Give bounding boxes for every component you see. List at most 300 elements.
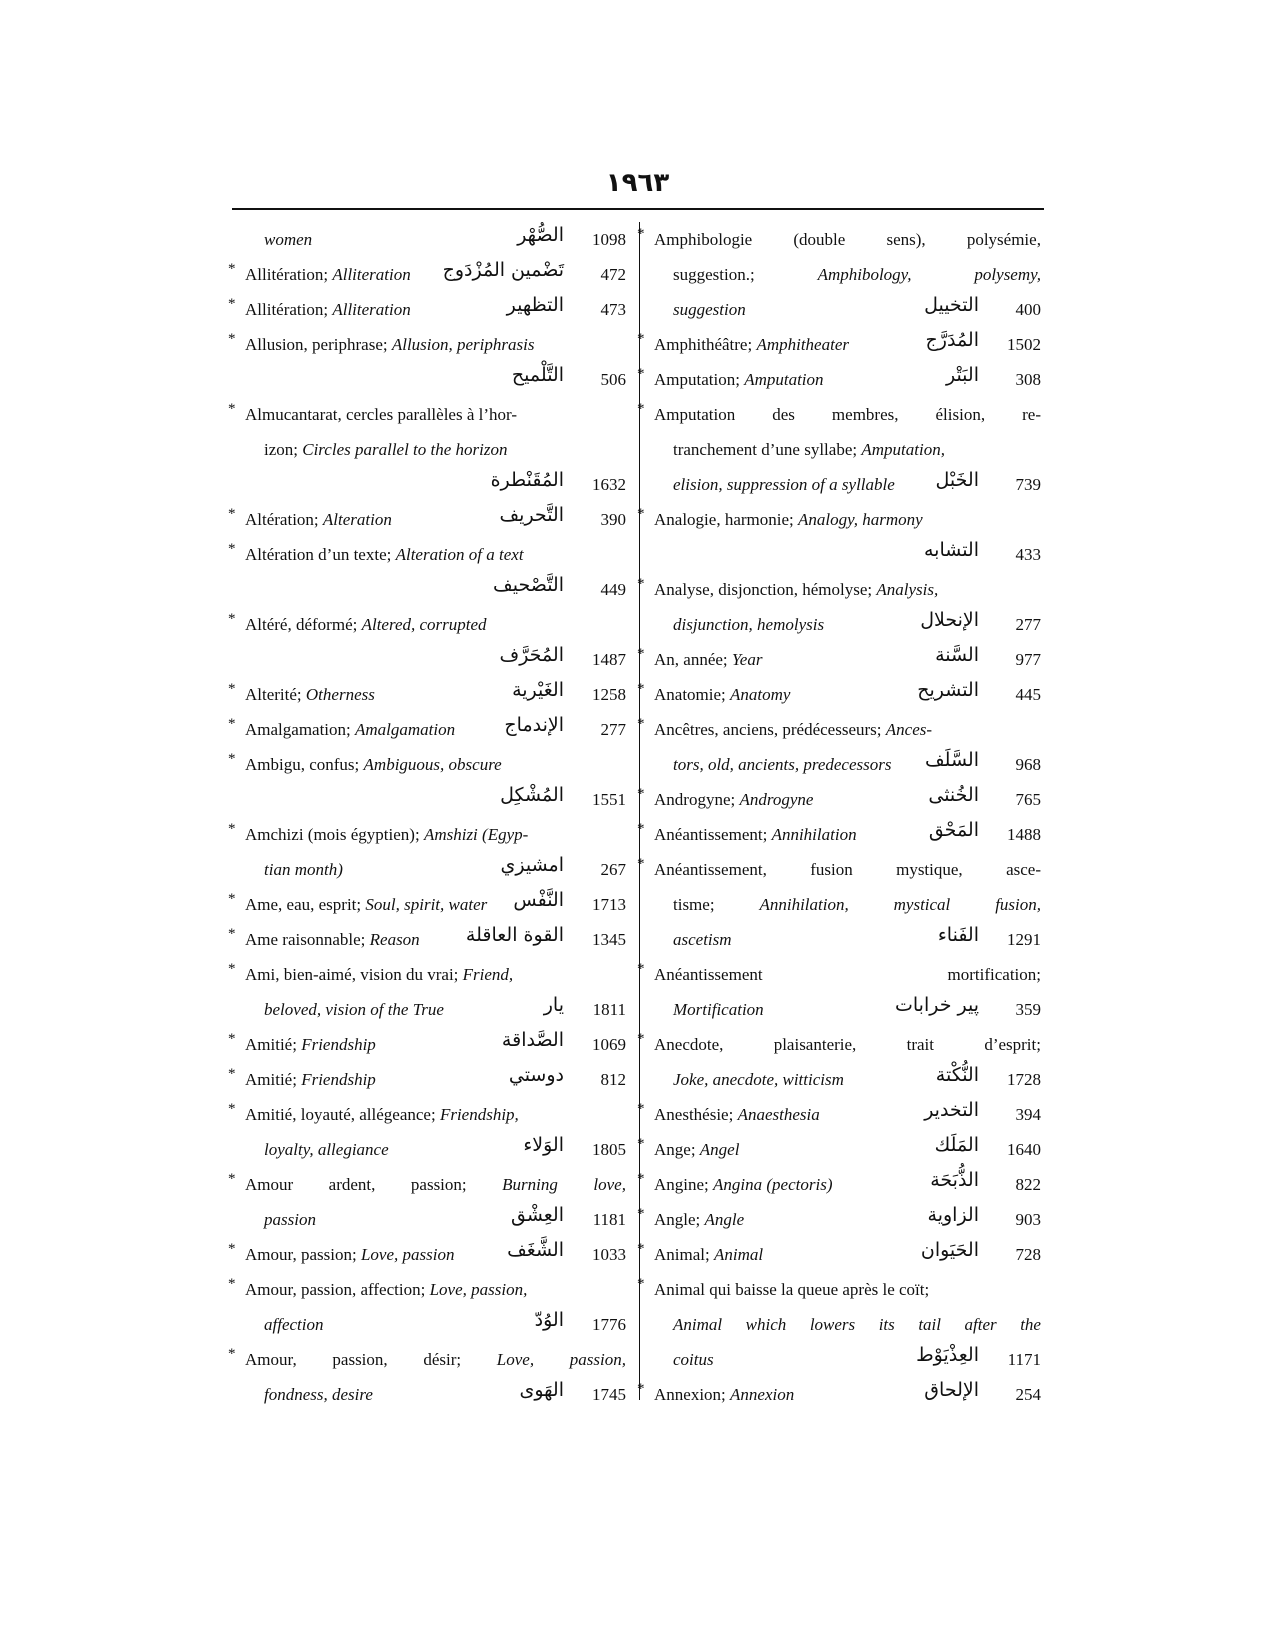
entry-number: 1098 bbox=[592, 230, 626, 249]
french-english-text bbox=[654, 335, 849, 355]
justified-text bbox=[245, 1350, 626, 1370]
entry-number: 445 bbox=[1015, 685, 1041, 704]
arabic-term: التشريح bbox=[917, 679, 979, 701]
french-english-text bbox=[245, 965, 513, 985]
arabic-term: التظهير bbox=[506, 294, 564, 316]
entry-asterisk: * bbox=[228, 1101, 236, 1117]
entry-number: 473 bbox=[600, 300, 626, 319]
entry-asterisk: * bbox=[637, 506, 645, 522]
entry-number: 765 bbox=[1015, 790, 1041, 809]
entry-number: 1069 bbox=[592, 1035, 626, 1054]
entry-number: 449 bbox=[600, 580, 626, 599]
arabic-term: الإنحلال bbox=[920, 609, 979, 631]
entry-line bbox=[637, 504, 1043, 539]
entry-line bbox=[228, 959, 628, 994]
entry-number: 1728 bbox=[1007, 1070, 1041, 1089]
arabic-term: الحَيَوان bbox=[920, 1239, 979, 1261]
english-term: Alliteration bbox=[332, 265, 411, 284]
entry-line bbox=[637, 889, 1043, 924]
entry-line bbox=[637, 539, 1043, 574]
entry-number: 433 bbox=[1015, 545, 1041, 564]
french-term: Alterité; bbox=[245, 685, 306, 704]
english-term: Friendship, bbox=[439, 1105, 519, 1124]
entry-number: 812 bbox=[600, 1070, 626, 1089]
text-word: polysémie, bbox=[966, 230, 1041, 249]
entry-line bbox=[637, 819, 1043, 854]
french-english-text bbox=[654, 650, 762, 670]
arabic-term: تَضْمين المُزْدَوج bbox=[442, 259, 564, 281]
french-term: Amitié, loyauté, allégeance; bbox=[245, 1105, 440, 1124]
entry-number: 394 bbox=[1015, 1105, 1041, 1124]
entry-number: 822 bbox=[1015, 1175, 1041, 1194]
english-term: Angel bbox=[699, 1140, 740, 1159]
french-english-text bbox=[264, 230, 312, 250]
arabic-term: السَّنة bbox=[935, 644, 979, 666]
french-english-text bbox=[654, 1280, 929, 1300]
english-term: Annexion bbox=[730, 1385, 795, 1404]
french-term: Annexion; bbox=[654, 1385, 731, 1404]
french-english-text bbox=[245, 335, 534, 355]
french-english-text bbox=[245, 755, 502, 775]
entry-line bbox=[228, 294, 628, 329]
french-term: Allusion, periphrase; bbox=[245, 335, 392, 354]
french-term: Allitération; bbox=[245, 300, 333, 319]
english-term: Ambiguous, obscure bbox=[363, 755, 502, 774]
french-english-text bbox=[654, 825, 857, 845]
arabic-term: الإندماج bbox=[504, 714, 564, 736]
entry-line bbox=[228, 994, 628, 1029]
text-word: trait bbox=[906, 1035, 935, 1054]
text-word: polysemy, bbox=[974, 265, 1041, 284]
french-term: Ame raisonnable; bbox=[245, 930, 370, 949]
entry-number: 1811 bbox=[592, 1000, 626, 1019]
entry-line bbox=[228, 1099, 628, 1134]
french-term: Amchizi (mois égyptien); bbox=[245, 825, 424, 844]
arabic-term: الفَناء bbox=[937, 924, 979, 946]
english-term: tian month) bbox=[264, 860, 343, 879]
entry-line bbox=[637, 854, 1043, 889]
entry-asterisk: * bbox=[637, 1171, 645, 1187]
french-english-text bbox=[673, 300, 746, 320]
entry-number: 400 bbox=[1015, 300, 1041, 319]
french-english-text bbox=[654, 685, 790, 705]
french-english-text bbox=[264, 440, 508, 460]
arabic-term: المُحَرَّف bbox=[499, 644, 564, 666]
entry-line bbox=[228, 1169, 628, 1204]
english-term: Analysis, bbox=[876, 580, 939, 599]
french-english-text bbox=[245, 825, 528, 845]
text-word: passion, bbox=[569, 1350, 626, 1369]
entry-number: 1632 bbox=[592, 475, 626, 494]
entry-line bbox=[637, 959, 1043, 994]
english-term: fondness, desire bbox=[264, 1385, 373, 1404]
english-term: Mortification bbox=[673, 1000, 764, 1019]
french-english-text bbox=[654, 1175, 832, 1195]
text-word: tail bbox=[918, 1315, 941, 1334]
text-word: lowers bbox=[809, 1315, 856, 1334]
entry-line bbox=[637, 609, 1043, 644]
entry-number: 308 bbox=[1015, 370, 1041, 389]
arabic-term: الصُّهْر bbox=[517, 224, 564, 246]
english-term: Anaesthesia bbox=[737, 1105, 820, 1124]
entry-line bbox=[228, 539, 628, 574]
entry-number: 359 bbox=[1015, 1000, 1041, 1019]
entry-line bbox=[637, 1134, 1043, 1169]
entry-line bbox=[228, 1379, 628, 1414]
text-word: (double bbox=[793, 230, 846, 249]
french-term: Ami, bien-aimé, vision du vrai; bbox=[245, 965, 463, 984]
entry-number: 1291 bbox=[1007, 930, 1041, 949]
arabic-term: الذُّبَحَة bbox=[930, 1169, 979, 1191]
entry-line bbox=[637, 1309, 1043, 1344]
text-word: fusion, bbox=[995, 895, 1041, 914]
entry-asterisk: * bbox=[228, 1031, 236, 1047]
entry-asterisk: * bbox=[637, 366, 645, 382]
justified-text bbox=[654, 965, 1041, 985]
entry-line bbox=[228, 679, 628, 714]
arabic-term: امشيزي bbox=[500, 854, 564, 876]
entry-line bbox=[637, 399, 1043, 434]
entry-asterisk: * bbox=[637, 786, 645, 802]
entry-number: 977 bbox=[1015, 650, 1041, 669]
english-term: Androgyne bbox=[739, 790, 814, 809]
entry-number: 277 bbox=[1015, 615, 1041, 634]
entry-asterisk: * bbox=[637, 1276, 645, 1292]
entry-asterisk: * bbox=[637, 821, 645, 837]
english-term: Joke, anecdote, witticism bbox=[673, 1070, 844, 1089]
justified-text bbox=[654, 405, 1041, 425]
arabic-term: القوة العاقلة bbox=[465, 924, 564, 946]
entry-asterisk: * bbox=[228, 401, 236, 417]
entry-line bbox=[228, 749, 628, 784]
text-word: asce- bbox=[1006, 860, 1041, 879]
text-word: ardent, bbox=[328, 1175, 376, 1194]
justified-text bbox=[245, 1175, 626, 1195]
french-english-text bbox=[673, 440, 945, 460]
arabic-term: المُدَرَّج bbox=[925, 329, 979, 351]
french-english-text bbox=[654, 1245, 763, 1265]
entry-number: 1551 bbox=[592, 790, 626, 809]
arabic-term: التخييل bbox=[924, 294, 979, 316]
french-term: Animal; bbox=[654, 1245, 714, 1264]
french-english-text bbox=[264, 860, 343, 880]
english-term: Friendship bbox=[301, 1035, 376, 1054]
entry-line bbox=[228, 1274, 628, 1309]
text-word: Anecdote, bbox=[654, 1035, 724, 1054]
french-english-text bbox=[264, 1000, 444, 1020]
french-english-text bbox=[654, 370, 824, 390]
english-term: Analogy, harmony bbox=[798, 510, 923, 529]
entry-line bbox=[228, 1064, 628, 1099]
text-word: which bbox=[745, 1315, 787, 1334]
english-term: Altered, corrupted bbox=[361, 615, 487, 634]
entry-line bbox=[637, 1064, 1043, 1099]
text-word: fusion bbox=[810, 860, 853, 879]
french-english-text bbox=[654, 1105, 820, 1125]
arabic-term: العِشْق bbox=[510, 1204, 564, 1226]
entry-asterisk: * bbox=[228, 611, 236, 627]
entry-line bbox=[228, 924, 628, 959]
english-term: coitus bbox=[673, 1350, 714, 1369]
english-term: Amphitheater bbox=[756, 335, 849, 354]
entry-asterisk: * bbox=[637, 331, 645, 347]
english-term: Ances- bbox=[885, 720, 933, 739]
entry-line bbox=[637, 1379, 1043, 1414]
french-english-text bbox=[673, 755, 891, 775]
english-term: Love, passion, bbox=[429, 1280, 528, 1299]
text-word: Amphibology, bbox=[817, 265, 912, 284]
entry-line bbox=[228, 714, 628, 749]
entry-asterisk: * bbox=[228, 1066, 236, 1082]
arabic-term: الوَلاء bbox=[523, 1134, 564, 1156]
entry-asterisk: * bbox=[228, 926, 236, 942]
text-word: désir; bbox=[423, 1350, 462, 1369]
right-column bbox=[637, 224, 1043, 1414]
french-term: Anesthésie; bbox=[654, 1105, 738, 1124]
entry-line bbox=[228, 609, 628, 644]
text-word: des bbox=[772, 405, 795, 424]
entry-asterisk: * bbox=[228, 296, 236, 312]
text-word: Burning bbox=[502, 1175, 558, 1194]
arabic-term: المُشْكِل bbox=[500, 784, 564, 806]
entry-number: 1488 bbox=[1007, 825, 1041, 844]
english-term: Alteration of a text bbox=[395, 545, 524, 564]
justified-text bbox=[673, 1315, 1041, 1335]
entry-line bbox=[228, 1239, 628, 1274]
entry-line bbox=[637, 1344, 1043, 1379]
entry-asterisk: * bbox=[637, 1031, 645, 1047]
entry-number: 1713 bbox=[592, 895, 626, 914]
french-term: Altéré, déformé; bbox=[245, 615, 362, 634]
text-word: Amputation bbox=[654, 405, 736, 424]
text-word: love, bbox=[593, 1175, 626, 1194]
entry-line bbox=[637, 224, 1043, 259]
entry-line bbox=[637, 1029, 1043, 1064]
entry-line bbox=[228, 1029, 628, 1064]
entry-asterisk: * bbox=[228, 1171, 236, 1187]
arabic-term: التَّحريف bbox=[499, 504, 564, 526]
entry-number: 739 bbox=[1015, 475, 1041, 494]
text-word: Annihilation, bbox=[759, 895, 849, 914]
entry-asterisk: * bbox=[637, 576, 645, 592]
entry-asterisk: * bbox=[637, 1101, 645, 1117]
french-english-text bbox=[654, 1140, 739, 1160]
french-term: Animal qui baisse la queue après le coït; bbox=[654, 1280, 930, 1299]
french-term: Amalgamation; bbox=[245, 720, 356, 739]
entry-line bbox=[228, 329, 628, 364]
arabic-term: التَّلْميح bbox=[511, 364, 564, 386]
french-term: Amitié; bbox=[245, 1070, 302, 1089]
entry-asterisk: * bbox=[228, 261, 236, 277]
french-english-text bbox=[264, 1210, 316, 1230]
english-term: Amputation, bbox=[861, 440, 945, 459]
arabic-term: العِذْيَوْط bbox=[916, 1344, 979, 1366]
entry-number: 1487 bbox=[592, 650, 626, 669]
entry-number: 728 bbox=[1015, 1245, 1041, 1264]
french-term: Anéantissement; bbox=[654, 825, 772, 844]
french-english-text bbox=[245, 545, 524, 565]
english-term: elision, suppression of a syllable bbox=[673, 475, 895, 494]
french-english-text bbox=[245, 930, 420, 950]
english-term: loyalty, allegiance bbox=[264, 1140, 389, 1159]
justified-text bbox=[673, 895, 1041, 915]
entry-number: 968 bbox=[1015, 755, 1041, 774]
french-english-text bbox=[673, 1000, 764, 1020]
text-word: Amour bbox=[245, 1175, 294, 1194]
arabic-term: المَحْق bbox=[928, 819, 979, 841]
text-word: passion, bbox=[332, 1350, 388, 1369]
justified-text bbox=[654, 230, 1041, 250]
french-english-text bbox=[654, 580, 938, 600]
entry-number: 254 bbox=[1015, 1385, 1041, 1404]
french-term: Androgyne; bbox=[654, 790, 740, 809]
french-term: Altération; bbox=[245, 510, 323, 529]
french-english-text bbox=[245, 1035, 376, 1055]
entry-line bbox=[228, 1204, 628, 1239]
entry-line bbox=[228, 854, 628, 889]
entry-line bbox=[228, 784, 628, 819]
header-rule bbox=[232, 208, 1044, 210]
english-term: Friend, bbox=[462, 965, 514, 984]
english-term: Allusion, periphrasis bbox=[391, 335, 535, 354]
french-term: Ame, eau, esprit; bbox=[245, 895, 366, 914]
entry-asterisk: * bbox=[228, 506, 236, 522]
entry-line bbox=[228, 889, 628, 924]
arabic-term: النُّكْتة bbox=[935, 1064, 979, 1086]
entry-number: 267 bbox=[600, 860, 626, 879]
entry-asterisk: * bbox=[228, 751, 236, 767]
entry-asterisk: * bbox=[637, 1206, 645, 1222]
entry-line bbox=[228, 819, 628, 854]
entry-asterisk: * bbox=[228, 1346, 236, 1362]
entry-line bbox=[637, 994, 1043, 1029]
arabic-term: دوستي bbox=[508, 1064, 564, 1086]
arabic-term: الغَيْرية bbox=[512, 679, 564, 701]
french-english-text bbox=[245, 1245, 454, 1265]
english-term: Friendship bbox=[301, 1070, 376, 1089]
french-english-text bbox=[654, 510, 923, 530]
text-word: plaisanterie, bbox=[773, 1035, 857, 1054]
entry-number: 1776 bbox=[592, 1315, 626, 1334]
french-term: Ancêtres, anciens, prédécesseurs; bbox=[654, 720, 886, 739]
text-word: re- bbox=[1022, 405, 1041, 424]
text-word: d’esprit; bbox=[984, 1035, 1041, 1054]
english-term: suggestion bbox=[673, 300, 746, 319]
entry-line bbox=[637, 434, 1043, 469]
text-word: membres, bbox=[831, 405, 899, 424]
entry-asterisk: * bbox=[637, 681, 645, 697]
french-term: Angle; bbox=[654, 1210, 705, 1229]
justified-text bbox=[654, 860, 1041, 880]
entry-asterisk: * bbox=[228, 681, 236, 697]
english-term: Alteration bbox=[322, 510, 392, 529]
french-english-text bbox=[654, 720, 932, 740]
entry-line bbox=[228, 469, 628, 504]
french-term: Amputation; bbox=[654, 370, 745, 389]
french-term: Amitié; bbox=[245, 1035, 302, 1054]
french-english-text bbox=[245, 405, 517, 425]
arabic-term: السَّلَف bbox=[925, 749, 979, 771]
arabic-term: الوُدّ bbox=[534, 1309, 564, 1331]
entry-asterisk: * bbox=[228, 891, 236, 907]
french-term: Allitération; bbox=[245, 265, 333, 284]
french-english-text bbox=[264, 1140, 389, 1160]
entry-line bbox=[637, 644, 1043, 679]
text-word: mystique, bbox=[896, 860, 963, 879]
arabic-term: الخُنثى bbox=[928, 784, 979, 806]
french-english-text bbox=[264, 1315, 323, 1335]
text-word: passion; bbox=[410, 1175, 467, 1194]
entry-line bbox=[637, 1239, 1043, 1274]
english-term: women bbox=[264, 230, 313, 249]
french-term: tranchement d’une syllabe; bbox=[673, 440, 862, 459]
french-english-text bbox=[245, 895, 487, 915]
arabic-term: التشابه bbox=[923, 539, 979, 561]
french-english-text bbox=[245, 685, 375, 705]
text-word: élision, bbox=[935, 405, 986, 424]
text-word: suggestion.; bbox=[673, 265, 755, 284]
text-word: mystical bbox=[893, 895, 951, 914]
entry-line bbox=[637, 679, 1043, 714]
french-english-text bbox=[245, 1105, 519, 1125]
entry-line bbox=[228, 574, 628, 609]
english-term: ascetism bbox=[673, 930, 732, 949]
entry-asterisk: * bbox=[228, 1276, 236, 1292]
arabic-term: البَتْر bbox=[945, 364, 979, 386]
text-word: tisme; bbox=[673, 895, 715, 914]
english-term: beloved, vision of the True bbox=[264, 1000, 444, 1019]
entry-number: 1745 bbox=[592, 1385, 626, 1404]
entry-asterisk: * bbox=[228, 331, 236, 347]
text-word: mortification; bbox=[947, 965, 1041, 984]
english-term: Annihilation bbox=[771, 825, 857, 844]
entry-number: 1171 bbox=[1007, 1350, 1041, 1369]
arabic-term: النَّفْس bbox=[513, 889, 564, 911]
entry-number: 1033 bbox=[592, 1245, 626, 1264]
arabic-term: الخَبْل bbox=[935, 469, 979, 491]
french-english-text bbox=[245, 510, 392, 530]
english-term: Amputation bbox=[744, 370, 824, 389]
entry-asterisk: * bbox=[637, 226, 645, 242]
english-term: Amalgamation bbox=[355, 720, 456, 739]
justified-text bbox=[673, 265, 1041, 285]
english-term: Reason bbox=[369, 930, 420, 949]
arabic-term: المَلَك bbox=[934, 1134, 979, 1156]
entry-line bbox=[228, 644, 628, 679]
arabic-term: الهَوى bbox=[519, 1379, 564, 1401]
text-word: Amour, bbox=[245, 1350, 297, 1369]
french-term: Analyse, disjonction, hémolyse; bbox=[654, 580, 877, 599]
english-term: Love, passion bbox=[360, 1245, 455, 1264]
english-term: disjunction, hemolysis bbox=[673, 615, 825, 634]
french-english-text bbox=[654, 790, 813, 810]
entry-line bbox=[637, 294, 1043, 329]
french-term: Amphithéâtre; bbox=[654, 335, 757, 354]
french-term: Anatomie; bbox=[654, 685, 731, 704]
entry-line bbox=[228, 224, 628, 259]
entry-asterisk: * bbox=[228, 716, 236, 732]
text-word: its bbox=[878, 1315, 895, 1334]
french-english-text bbox=[673, 1070, 844, 1090]
arabic-term: الزاوية bbox=[927, 1204, 979, 1226]
entry-asterisk: * bbox=[637, 646, 645, 662]
entry-number: 1640 bbox=[1007, 1140, 1041, 1159]
entry-asterisk: * bbox=[637, 1241, 645, 1257]
arabic-term: الشَّغَف bbox=[507, 1239, 564, 1261]
arabic-term: يار bbox=[543, 994, 564, 1016]
english-term: Anatomy bbox=[730, 685, 791, 704]
text-word: Amphibologie bbox=[654, 230, 753, 249]
